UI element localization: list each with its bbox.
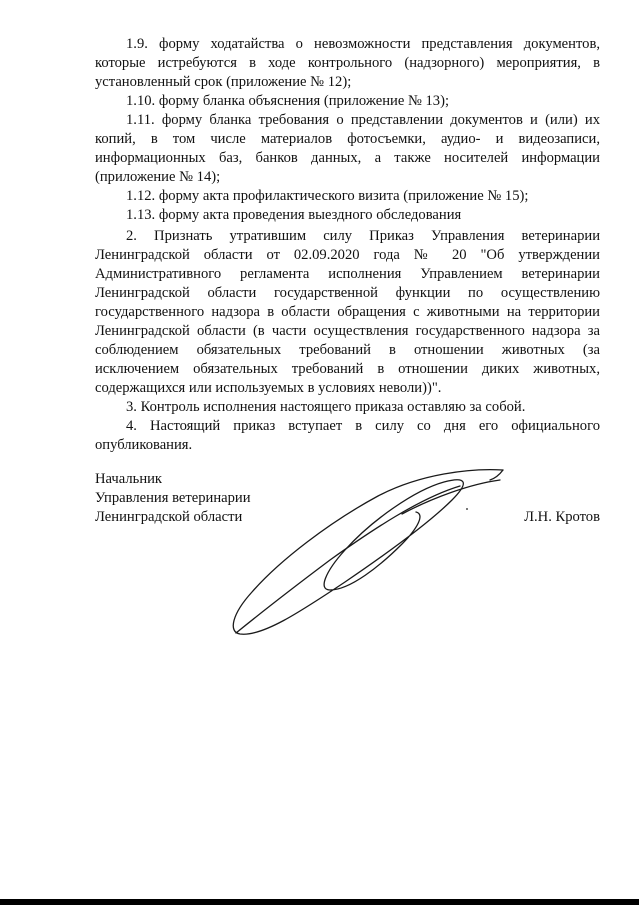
- signer-title-line1: Начальник: [95, 471, 163, 487]
- list-item-1-12: 1.12. форму акта профилактического визита (приложение № 15);: [126, 188, 529, 204]
- list-item-1-13: 1.13. форму акта проведения выездного обследования: [126, 207, 462, 223]
- signer-name: Л.Н. Кротов: [524, 509, 600, 525]
- clause-4-effective: 4. Настоящий приказ вступает в силу со дня его официального опубликования.: [95, 418, 600, 453]
- signer-title-line3: Ленинградской области: [95, 509, 243, 525]
- list-item-1-9: 1.9. форму ходатайства о невозможности представления документов, которые истребуются в ходе контрольного (надзорного) мероприятия, в установленный срок (приложение № 12);: [95, 36, 600, 90]
- list-item-1-11: 1.11. форму бланка требования о представлении документов и (или) их копий, в том числе материалов фотосъемки, аудио- и видеозаписи, информационных баз, банков данных, а также носителей информации (приложение № 14);: [95, 112, 600, 185]
- list-item-1-10: 1.10. форму бланка объяснения (приложение № 13);: [126, 93, 450, 109]
- signer-title-line2: Управления ветеринарии: [95, 490, 251, 506]
- scan-bottom-edge: [0, 899, 639, 905]
- clause-2-repeal: 2. Признать утратившим силу Приказ Управления ветеринарии Ленинградской области от 02.09.2020 года № 20 "Об утверждении Административного регламента исполнения Управлением ветеринарии Ленинградской области государственной функции по осуществлению государственного надзора в области обращения с животными на территории Ленинградской области (в части осуществления государственного надзора за соблюдением обязательных требований в отношении животных (за исключением обязательных требований в отношении диких животных, содержащихся или используемых в условиях неволи))".: [95, 228, 600, 396]
- clause-3-control: 3. Контроль исполнения настоящего приказа оставляю за собой.: [126, 399, 526, 415]
